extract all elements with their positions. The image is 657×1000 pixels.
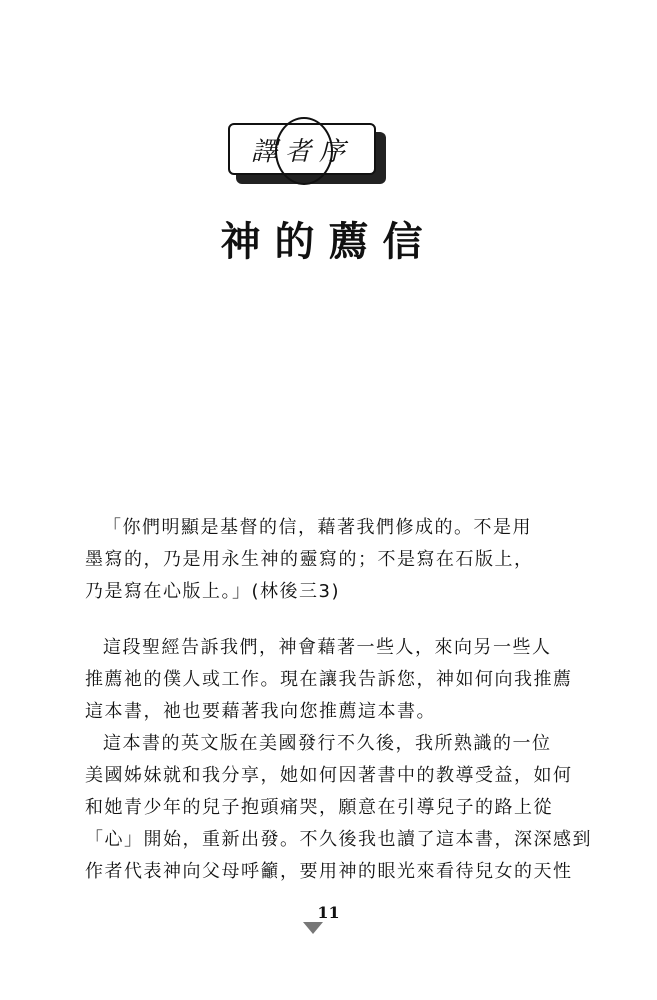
paragraph-line: 「心」開始，重新出發。不久後我也讀了這本書，深深感到 (85, 829, 592, 850)
paragraph-1 (85, 632, 573, 728)
paragraph-line: 和她青少年的兒子抱頭痛哭，願意在引導兒子的路上從 (85, 797, 553, 818)
page-number: 11 (317, 903, 340, 922)
paragraph-line: 這本書的英文版在美國發行不久後，我所熟識的一位 (103, 733, 552, 754)
badge-label: 譯者序 (250, 136, 353, 167)
paragraph-line: 美國姊妹就和我分享，她如何因著書中的教導受益，如何 (85, 765, 573, 786)
paragraph-line: 這段聖經告訴我們，神會藉著一些人，來向另一些人 (103, 637, 552, 658)
quote-line: 乃是寫在心版上。」(林後三3) (85, 581, 340, 602)
paragraph-2 (85, 728, 592, 888)
paragraph-line: 作者代表神向父母呼籲，要用神的眼光來看待兒女的天性 (85, 861, 573, 882)
chapter-title: 神的薦信 (220, 218, 437, 265)
paragraph-line: 推薦祂的僕人或工作。現在讓我告訴您，神如何向我推薦 (85, 669, 573, 690)
quote-line: 「你們明顯是基督的信，藉著我們修成的。不是用 (103, 517, 532, 538)
scripture-quote (85, 512, 563, 608)
translator-preface-badge (228, 123, 388, 193)
paragraph-line: 這本書，祂也要藉著我向您推薦這本書。 (85, 701, 436, 722)
page-number-triangle-icon (303, 922, 323, 934)
quote-line: 墨寫的，乃是用永生神的靈寫的；不是寫在石版上， (85, 549, 534, 570)
